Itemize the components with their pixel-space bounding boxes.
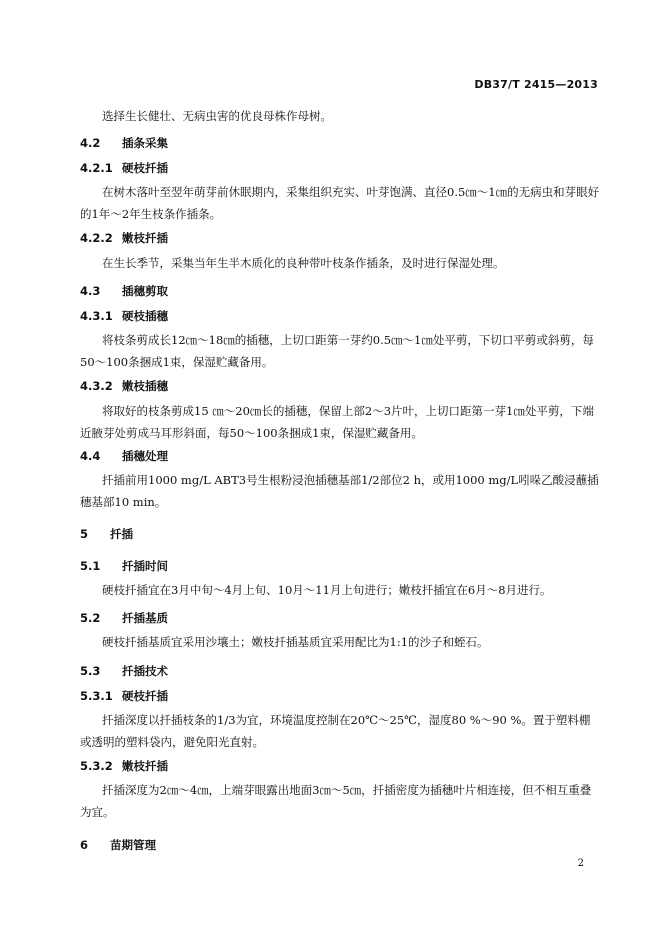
section-heading (80, 283, 600, 299)
paragraph: 扦插前用1000 mg/L ABT3号生根粉浸泡插穗基部1/2部位2 h，或用1000 mg/L吲哚乙酸浸蘸插穗基部10 min。 (80, 473, 599, 509)
paragraph: 扦插深度以扦插枝条的1/3为宜，环境温度控制在20℃～25℃，湿度80 %～90 %。置于塑料棚或透明的塑料袋内，避免阳光直射。 (80, 713, 591, 749)
page-number: 2 (577, 858, 584, 869)
heading-title: 扦插基质 (122, 611, 169, 625)
paragraph: 在树木落叶至翌年萌芽前休眠期内，采集组织充实、叶芽饱满、直径0.5㎝～1㎝的无病虫和芽眼好的1年～2年生枝条作插条。 (80, 185, 600, 221)
heading-number: 4.4 (80, 449, 101, 463)
heading-number: 5.3 (80, 664, 101, 678)
heading-title: 嫩枝扦插 (122, 759, 169, 773)
heading-number: 5.2 (80, 611, 101, 625)
heading-title: 苗期管理 (110, 838, 157, 852)
section-heading (80, 308, 600, 324)
section-heading (80, 448, 600, 464)
section-heading (80, 663, 600, 679)
heading-number: 5.1 (80, 559, 101, 573)
heading-number: 4.3 (80, 284, 101, 298)
section-heading (80, 378, 600, 394)
heading-number: 6 (80, 838, 89, 852)
heading-title: 插穗剪取 (122, 284, 169, 298)
section-heading (80, 758, 600, 774)
heading-title: 扦插 (110, 527, 134, 541)
paragraph: 硬枝扦插宜在3月中旬～4月上旬、10月～11月上旬进行；嫩枝扦插宜在6月～8月进行。 (102, 583, 552, 597)
section-heading (80, 558, 600, 574)
heading-title: 嫩枝扦插 (122, 231, 169, 245)
heading-number: 5 (80, 527, 89, 541)
section-heading (80, 230, 600, 246)
section-heading (80, 610, 600, 626)
section-heading (80, 688, 600, 704)
heading-title: 硬枝扦插 (122, 161, 169, 175)
heading-title: 硬枝插穗 (122, 309, 169, 323)
paragraph: 将取好的枝条剪成15 ㎝～20㎝长的插穗，保留上部2～3片叶，上切口距第一芽1㎝处平剪，下端近腋芽处剪成马耳形斜面，每50～100条捆成1束，保湿贮藏备用。 (80, 404, 594, 440)
paragraph: 选择生长健壮、无病虫害的优良母株作母树。 (102, 109, 332, 123)
heading-number: 4.3.2 (80, 379, 113, 393)
paragraph: 扦插深度为2㎝～4㎝，上端芽眼露出地面3㎝～5㎝，扦插密度为插穗叶片相连接，但不相互重叠为宜。 (80, 783, 592, 819)
chapter-heading (80, 837, 600, 853)
heading-title: 插穗处理 (122, 449, 169, 463)
heading-number: 5.3.2 (80, 759, 113, 773)
section-heading (80, 160, 600, 176)
paragraph: 硬枝扦插基质宜采用沙壤土；嫩枝扦插基质宜采用配比为1:1的沙子和蛭石。 (102, 635, 489, 649)
heading-title: 扦插时间 (122, 559, 169, 573)
heading-title: 嫩枝插穗 (122, 379, 169, 393)
section-heading (80, 135, 600, 151)
heading-number: 4.2 (80, 136, 101, 150)
heading-number: 4.2.1 (80, 161, 113, 175)
heading-title: 插条采集 (122, 136, 169, 150)
heading-number: 5.3.1 (80, 689, 113, 703)
paragraph: 在生长季节，采集当年生半木质化的良种带叶枝条作插条，及时进行保湿处理。 (102, 256, 505, 270)
heading-title: 硬枝扦插 (122, 689, 169, 703)
heading-title: 扦插技术 (122, 664, 169, 678)
heading-number: 4.2.2 (80, 231, 113, 245)
heading-number: 4.3.1 (80, 309, 113, 323)
document-header-code: DB37/T 2415—2013 (474, 78, 598, 91)
paragraph: 将枝条剪成长12㎝～18㎝的插穗，上切口距第一芽约0.5㎝～1㎝处平剪，下切口平剪或斜剪，每50～100条捆成1束，保湿贮藏备用。 (80, 333, 594, 369)
chapter-heading (80, 526, 600, 542)
